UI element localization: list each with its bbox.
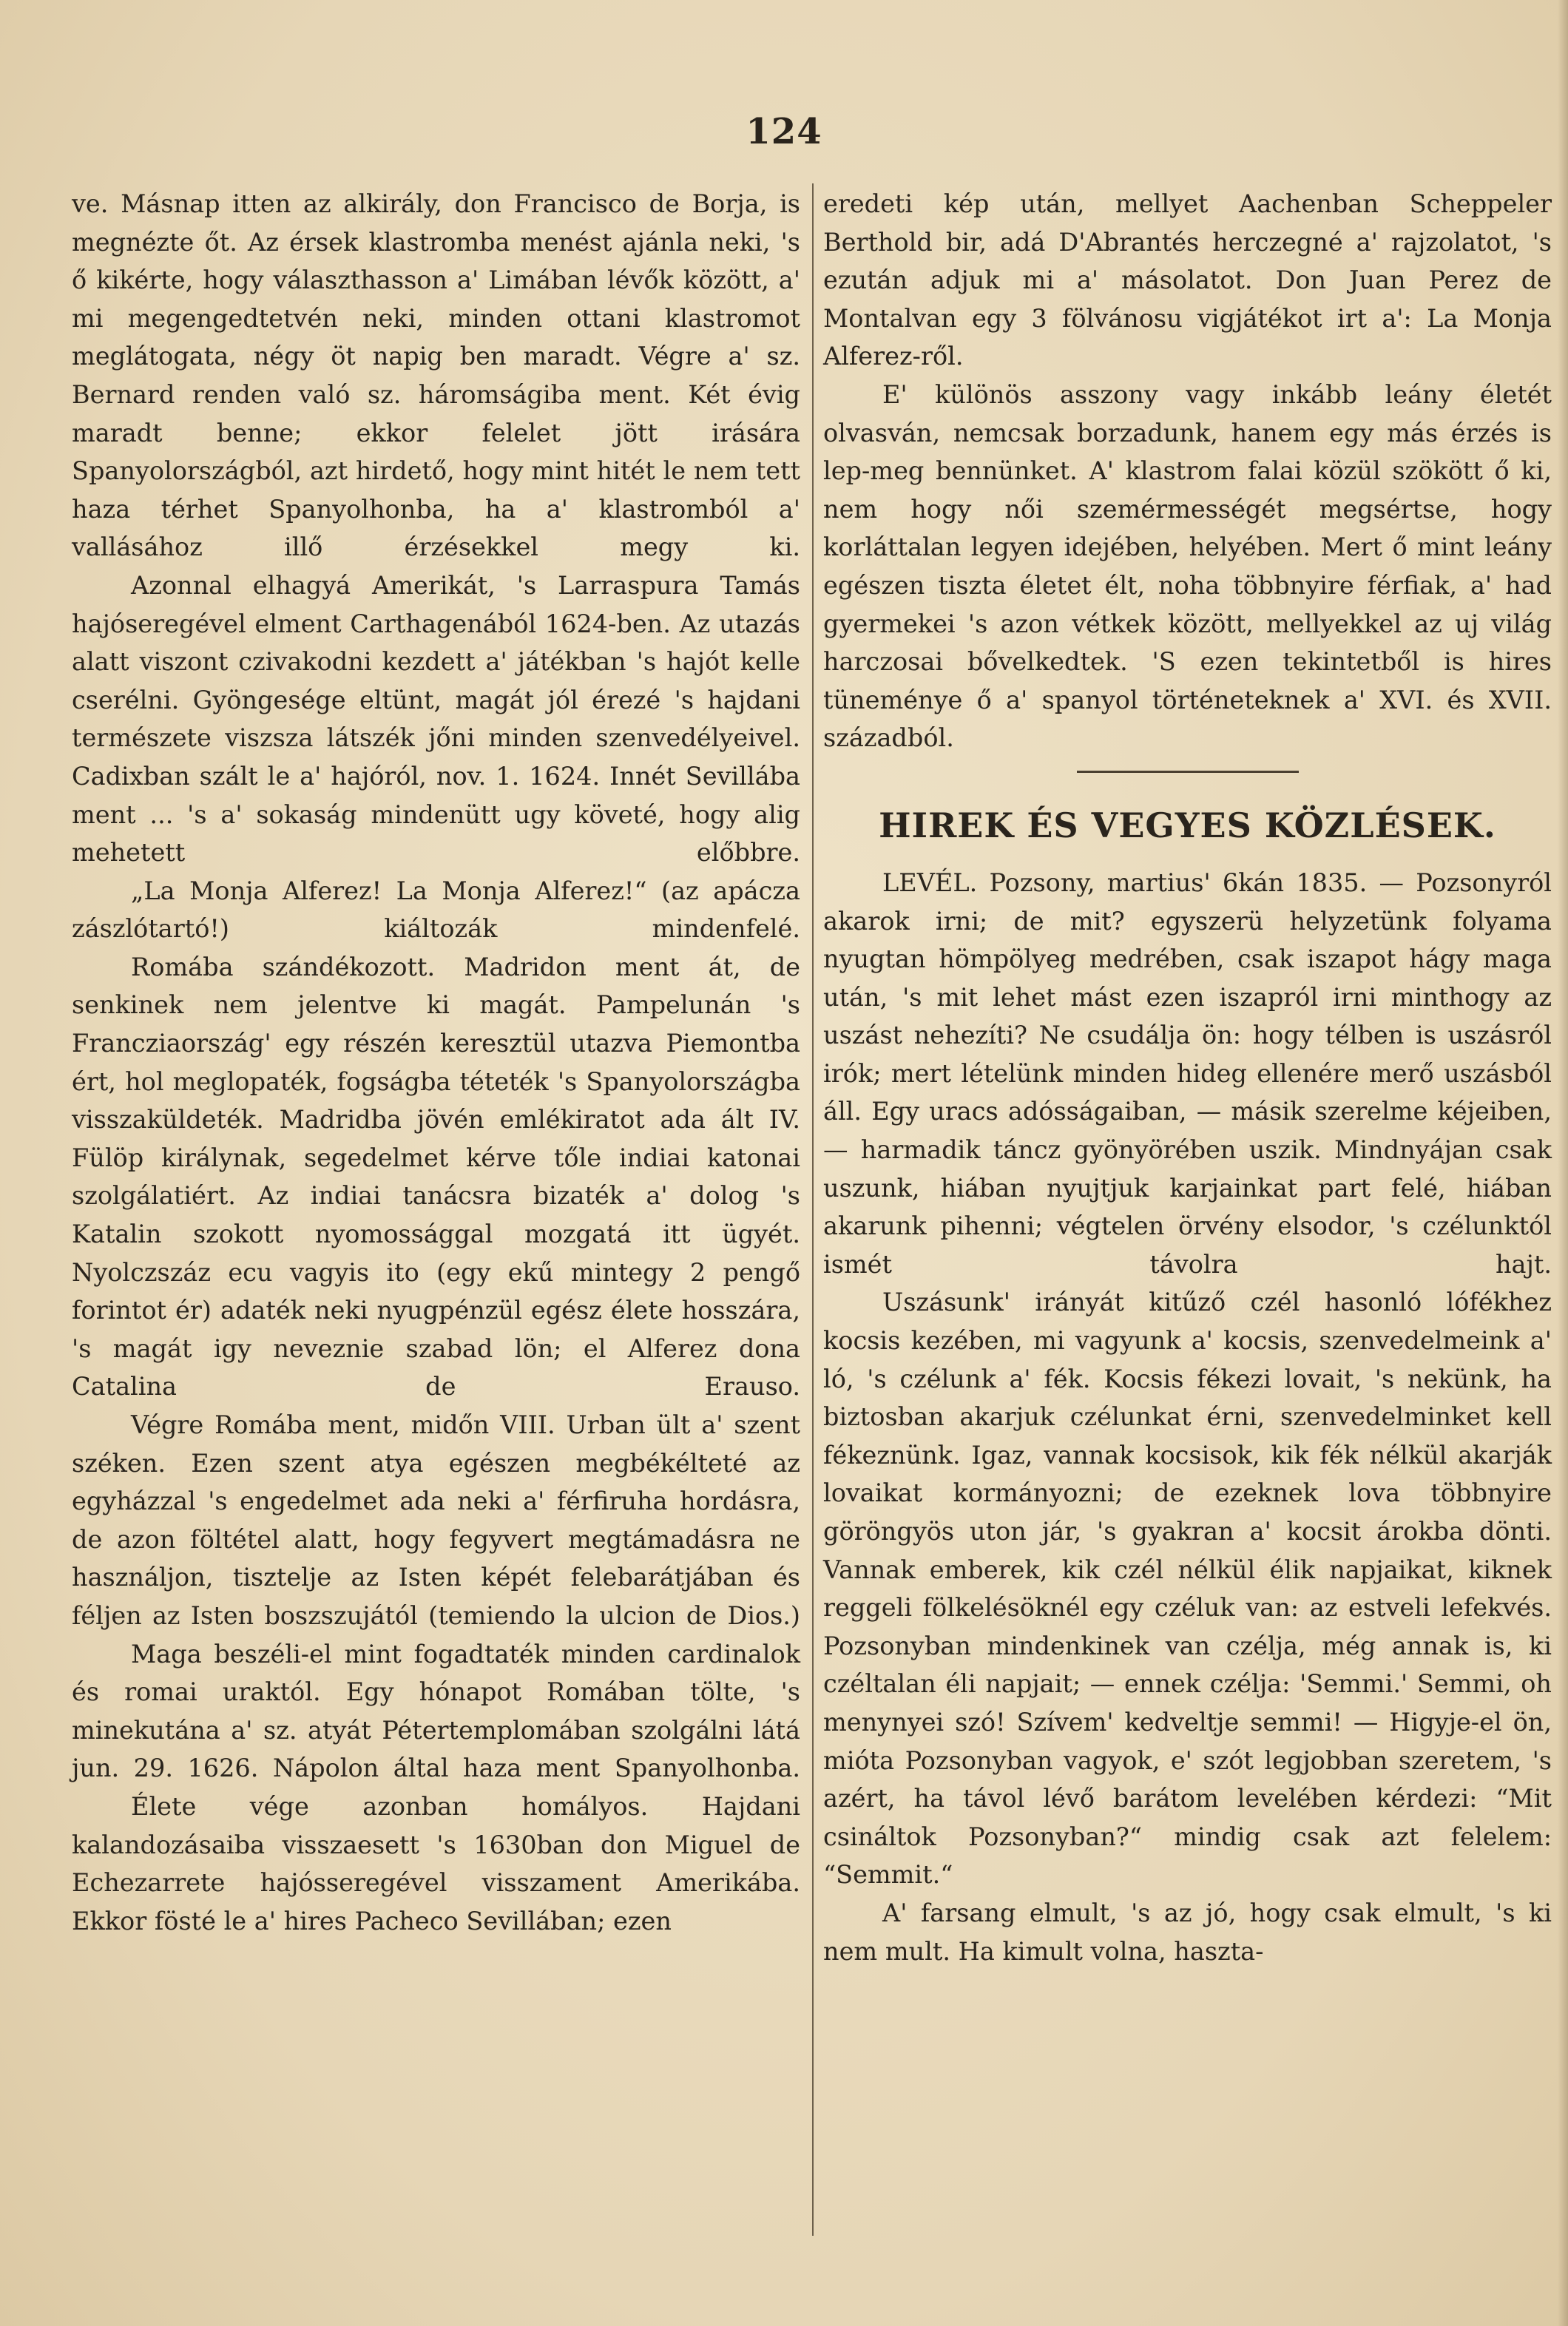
section-heading: HIREK ÉS VEGYES KÖZLÉSEK. [879, 805, 1496, 845]
page-edge-shadow [1558, 0, 1568, 2326]
paragraph: „La Monja Alferez! La Monja Alferez!“ (az apácza zászlótartó!) kiáltozák mindenfelé. [72, 876, 800, 944]
paragraph: Romába szándékozott. Madridon ment át, de senkinek nem jelentve ki magát. Pampelunán 's Francziaország' egy részén keresztül utazva Piemontba ért, hol meglopaték, fogságba téteték 's Spanyolországba visszaküldeték. Madridba jövén emlékiratot ada ált IV. Fülöp királynak, segedelmet kérve tőle indiai katonai szolgálatiért. Az indiai tanácsra bizaték a' dolog 's Katalin szokott nyomossággal mozgatá itt ügyét. Nyolczszáz ecu vagyis ito (egy ekű mintegy 2 pengő forintot ér) adaték neki nyugpénzül egész élete hosszára, 's magát igy neveznie szabad lön; el Alferez dona Catalina de Erauso. [72, 952, 800, 1402]
paragraph: Élete vége azonban homályos. Hajdani kalandozásaiba visszaesett 's 1630ban don Miguel de Echezarrete hajósseregével visszament Amerikába. Ekkor fösté le a' hires Pacheco Sevillában; ezen [72, 1791, 800, 1935]
paragraph: eredeti kép után, mellyet Aachenban Scheppeler Berthold bir, adá D'Abrantés herczegné a' rajzolatot, 's ezután adjuk mi a' másolatot. Don Juan Perez de Montalvan egy 3 fölvánosu vigjátékot irt a': La Monja Alferez-ről. [823, 189, 1552, 371]
page-number: 124 [746, 111, 822, 152]
paragraph: Uszásunk' irányát kitűző czél hasonló lófékhez kocsis kezében, mi vagyunk a' kocsis, szenvedelmeink a' ló, 's czélunk a' fék. Kocsis fékezi lovait, 's nekünk, ha biztosban akarjuk czélunkat érni, szenvedelminket kell fékeznünk. Igaz, vannak kocsisok, kik fék nélkül akarják lovaikat kormányozni; de ezeknek lova többnyire göröngyös uton jár, 's gyakran a' kocsit árokba dönti. Vannak emberek, kik czél nélkül élik napjaikat, kiknek reggeli fölkelésöknél egy czéluk van: az estveli lefekvés. Pozsonyban mindenkinek van czélja, még annak is, ki czéltalan éli napjait; — ennek czélja: 'Semmi.' Semmi, oh menynyei szó! Szívem' kedveltje semmi! — Higyje-el ön, mióta Pozsonyban vagyok, e' szót legjobban szeretem, 's azért, ha távol lévő barátom levelében kérdezi: “Mit csináltok Pozsonyban?“ mindig csak azt felelem: “Semmit.“ [823, 1288, 1552, 1890]
paragraph: A' farsang elmult, 's az jó, hogy csak elmult, 's ki nem mult. Ha kimult volna, haszta- [823, 1898, 1552, 1966]
right-column [823, 185, 1552, 1970]
column-divider [812, 183, 814, 2236]
paragraph: Azonnal elhagyá Amerikát, 's Larraspura Tamás hajóseregével elment Carthagenából 1624-ben. Az utazás alatt viszont czivakodni kezdett a' játékban 's hajót kelle cserélni. Gyöngesége eltünt, magát jól érezé 's hajdani természete viszsza látszék jőni minden szenvedélyeivel. Cadixban szált le a' hajóról, nov. 1. 1624. Innét Sevillába ment ... 's a' sokaság mindenütt ugy követé, hogy alig mehetett előbbre. [72, 570, 800, 868]
section-rule [823, 757, 1552, 787]
left-column [72, 185, 800, 1940]
paragraph: E' különös asszony vagy inkább leány életét olvasván, nemcsak borzadunk, hanem egy más érzés is lep-meg bennünket. A' klastrom falai közül szökött ő ki, nem hogy női szemérmességét megsértse, hogy korláttalan legyen idejében, helyében. Mert ő mint leány egészen tiszta életet élt, noha többnyire férfiak, a' had gyermekei 's azon vétkek között, mellyekkel az uj világ harczosai bővelkedtek. 'S ezen tekintetből is hires tüneménye ő a' spanyol történeteknek a' XVI. és XVII. századból. [823, 379, 1552, 753]
paragraph: ve. Másnap itten az alkirály, don Francisco de Borja, is megnézte őt. Az érsek klastromba menést ajánla neki, 's ő kikérte, hogy választhasson a' Limában lévők között, a' mi megengedtetvén neki, minden ottani klastromot meglátogata, négy öt napig ben maradt. Végre a' sz. Bernard renden való sz. háromságiba ment. Két évig maradt benne; ekkor felelet jött irására Spanyolországból, azt hirdető, hogy mint hitét le nem tett haza térhet Spanyolhonba, ha a' klastromból a' vallásához illő érzésekkel megy ki. [72, 189, 800, 562]
paragraph: Végre Romába ment, midőn VIII. Urban ült a' szent széken. Ezen szent atya egészen megbékélteté az egyházzal 's engedelmet ada neki a' férfiruha hordásra, de azon föltétel alatt, hogy fegyvert megtámadásra ne használjon, tisztelje az Isten képét felebarátjában és féljen az Isten boszszujától (temiendo la ulcion de Dios.) [72, 1410, 800, 1630]
paragraph: LEVÉL. Pozsony, martius' 6kán 1835. — Pozsonyról akarok irni; de mit? egyszerü helyzetünk folyama nyugtan hömpölyeg medrében, csak iszapot hágy maga után, 's mit lehet mást ezen iszapról irni minthogy az uszást nehezíti? Ne csudálja ön: hogy télben is uszásról irók; mert lételünk minden hideg ellenére merő uszásból áll. Egy uracs adósságaiban, — másik szerelme kéjeiben, — harmadik táncz gyönyörében uszik. Mindnyájan csak uszunk, hiában nyujtjuk karjainkat part felé, hiában akarunk pihenni; végtelen örvény elsodor, 's czélunktól ismét távolra hajt. [823, 868, 1552, 1279]
paragraph: Maga beszéli-el mint fogadtaték minden cardinalok és romai uraktól. Egy hónapot Romában tölte, 's minekutána a' sz. atyát Pétertemplomában szolgálni látá jun. 29. 1626. Nápolon által haza ment Spanyolhonba. [72, 1639, 800, 1783]
